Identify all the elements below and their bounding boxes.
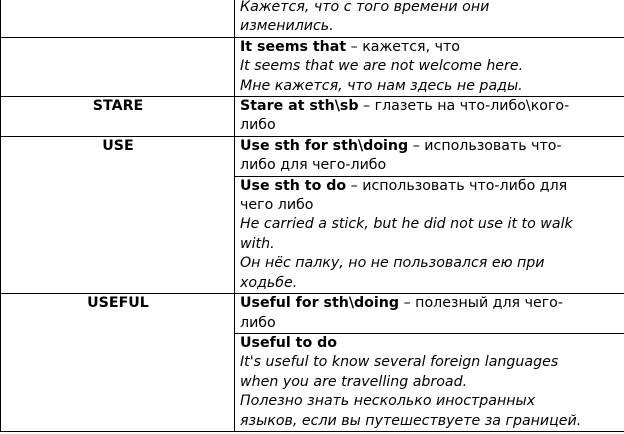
phrase-gloss-cont: чего либо: [240, 197, 314, 214]
term-cell: USEFUL: [1, 294, 235, 432]
translation-line: языков, если вы путешествуете за границей.: [240, 412, 582, 429]
phrase-gloss-cont: либо: [240, 117, 276, 134]
phrase-gloss-cont: либо: [240, 314, 276, 331]
phrase-head: Use sth for sth\doing: [240, 137, 409, 154]
definition-cell: [235, 37, 624, 96]
term-cell: [1, 37, 235, 96]
table-row: [1, 97, 624, 137]
example-line: Кажется, что с того времени они: [240, 0, 490, 15]
phrase-head: Useful for sth\doing: [240, 295, 400, 312]
example-line: with.: [240, 235, 275, 252]
definition-cell: [235, 136, 624, 176]
phrase-gloss-cont: либо для чего-либо: [240, 157, 387, 174]
translation-line: Он нёс палку, но не пользовался ею при: [240, 255, 545, 272]
entry-heading: [240, 38, 624, 57]
translation-line: Полезно знать несколько иностранных: [240, 393, 536, 410]
entry-heading: [240, 137, 624, 156]
definition-cell: [235, 294, 624, 334]
phrase-head: Stare at sth\sb: [240, 98, 359, 115]
term-cell: STARE: [1, 97, 235, 137]
entry-heading: [240, 97, 624, 116]
table-row: [1, 136, 624, 176]
table-row: [1, 37, 624, 96]
definition-cell: [235, 176, 624, 293]
phrase-gloss: – использовать что-либо для: [346, 177, 568, 194]
definition-cell: [235, 0, 624, 37]
term-cell: [1, 0, 235, 37]
phrase-gloss: – глазеть на что-либо\кого-: [358, 98, 570, 115]
phrase-head: Use sth to do: [240, 177, 347, 194]
phrase-gloss: – кажется, что: [346, 38, 460, 55]
phrase-gloss: – полезный для чего-: [399, 295, 563, 312]
definition-cell: [235, 333, 624, 431]
example-line: when you are travelling abroad.: [240, 373, 468, 390]
entry-heading: [240, 177, 624, 196]
definition-cell: [235, 97, 624, 137]
example-line: He carried a stick, but he did not use it to walk: [240, 216, 573, 233]
translation-line: Мне кажется, что нам здесь не рады.: [240, 77, 523, 94]
translation-line: ходьбе.: [240, 274, 298, 291]
table-row: [1, 294, 624, 334]
phrase-gloss: – использовать что-: [408, 137, 562, 154]
example-line: изменились.: [240, 18, 334, 35]
phrase-head: It seems that: [240, 38, 347, 55]
phrase-head: Useful to do: [240, 334, 338, 351]
term-cell: USE: [1, 136, 235, 293]
example-line: It seems that we are not welcome here.: [240, 58, 524, 75]
table-row: [1, 0, 624, 37]
example-line: It's useful to know several foreign languages: [240, 354, 559, 371]
entry-heading: [240, 294, 624, 313]
